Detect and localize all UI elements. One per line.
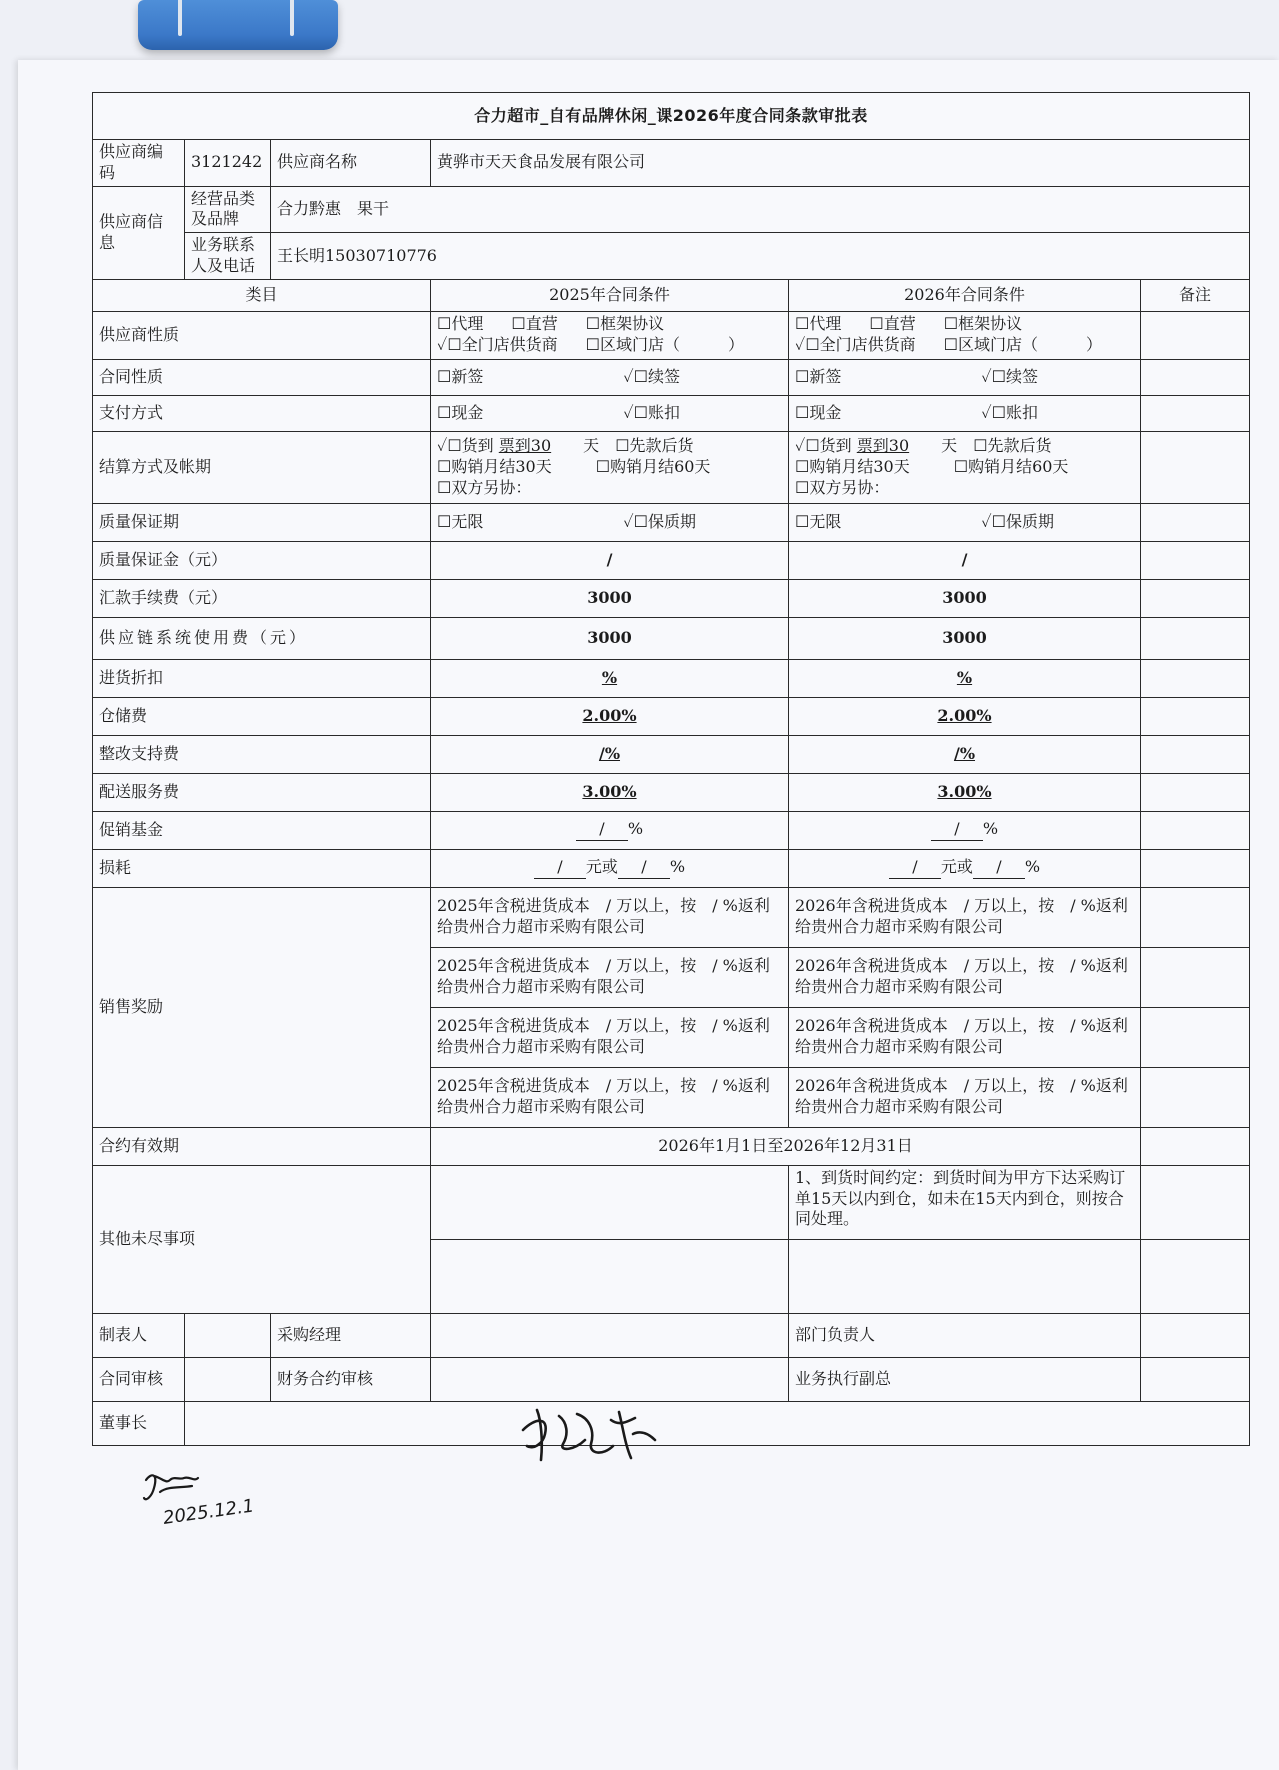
rectify-fee-2026: /% <box>953 743 976 763</box>
rectify-fee-2025: /% <box>598 743 621 763</box>
contract-type-label: 合同性质 <box>93 359 431 395</box>
deposit-label: 质量保证金（元） <box>93 541 431 579</box>
supplier-code-label: 供应商编码 <box>93 140 185 187</box>
supplier-type-2026 <box>789 311 1141 359</box>
settlement-monthly-60: ☐购销月结60天 <box>595 456 711 476</box>
warranty-label: 质量保证期 <box>93 503 431 541</box>
supplier-type-label: 供应商性质 <box>93 311 431 359</box>
storage-fee-2026-cell <box>789 697 1141 735</box>
option-regional: ☐区域门店（ ） <box>585 335 745 355</box>
other-matters-2026: 1、到货时间约定：到货时间为甲方下达采购订单15天以内到仓，如未在15天内到仓，则按合同处理。 <box>789 1165 1141 1239</box>
sales-reward-2026: 2026年含税进货成本 / 万以上，按 / %返利给贵州合力超市采购有限公司 <box>789 947 1141 1007</box>
option-direct: ☐直营 <box>869 314 916 334</box>
settlement-2025 <box>431 431 789 503</box>
chairman-label: 董事长 <box>93 1401 185 1445</box>
settlement-label: 结算方式及帐期 <box>93 431 431 503</box>
remark-cell <box>1141 697 1250 735</box>
loss-amount-blank: / <box>889 857 941 879</box>
settlement-monthly-30: ☐购销月结30天 <box>437 456 552 476</box>
remit-fee-2026: 3000 <box>789 579 1141 617</box>
option-all-stores: ✓☐全门店供货商 <box>795 335 916 355</box>
payment-method-2026 <box>789 395 1141 431</box>
promo-fund-label: 促销基金 <box>93 811 431 849</box>
settlement-days-unit: 天 <box>583 436 600 456</box>
contact-label: 业务联系人及电话 <box>185 233 271 280</box>
other-matters-2025-extra <box>431 1239 789 1313</box>
col-header-2026: 2026年合同条件 <box>789 279 1141 311</box>
remark-cell <box>1141 1127 1250 1165</box>
discount-2026: % <box>956 667 973 687</box>
remark-cell <box>1141 1239 1250 1313</box>
remark-cell <box>1141 359 1250 395</box>
settlement-other: ☐双方另协： <box>795 477 890 497</box>
form-title: 合力超市_自有品牌休闲_课2026年度合同条款审批表 <box>93 93 1250 140</box>
warranty-2026 <box>789 503 1141 541</box>
sales-reward-label: 销售奖励 <box>93 887 431 1127</box>
payment-method-2025 <box>431 395 789 431</box>
promo-fund-2025 <box>431 811 789 849</box>
loss-amount-blank: / <box>534 857 586 879</box>
remark-cell <box>1141 395 1250 431</box>
remark-cell <box>1141 1007 1250 1067</box>
remark-cell <box>1141 1165 1250 1239</box>
remark-cell <box>1141 849 1250 887</box>
delivery-fee-2025: 3.00% <box>582 781 637 801</box>
remark-cell <box>1141 1067 1250 1127</box>
purchase-manager-sign <box>431 1313 789 1357</box>
settlement-invoice-days: 票到30 <box>856 436 910 456</box>
delivery-fee-2026-cell <box>789 773 1141 811</box>
option-cash: ☐现金 <box>437 402 484 422</box>
promo-fund-blank: / <box>576 819 628 841</box>
chairman-sign <box>185 1401 1250 1445</box>
scm-fee-label: 供应链系统使用费（元） <box>93 617 431 659</box>
option-renew: ✓☐续签 <box>981 366 1039 386</box>
deposit-2026: / <box>789 541 1141 579</box>
loss-2026 <box>789 849 1141 887</box>
remit-fee-label: 汇款手续费（元） <box>93 579 431 617</box>
col-header-2025: 2025年合同条件 <box>431 279 789 311</box>
promo-fund-2026 <box>789 811 1141 849</box>
remark-cell <box>1141 579 1250 617</box>
settlement-days-unit: 天 <box>941 436 958 456</box>
discount-label: 进货折扣 <box>93 659 431 697</box>
remark-cell <box>1141 311 1250 359</box>
discount-2025: % <box>601 667 618 687</box>
settlement-prepay: ☐先款后货 <box>973 436 1052 456</box>
settlement-arrival: ✓☐货到 <box>795 436 852 456</box>
category-brand: 合力黔惠 果干 <box>271 186 1250 233</box>
scm-fee-2026: 3000 <box>789 617 1141 659</box>
deposit-2025: / <box>431 541 789 579</box>
vp-sign <box>1141 1357 1250 1401</box>
discount-2025-cell <box>431 659 789 697</box>
option-deduct: ✓☐账扣 <box>623 402 681 422</box>
approval-form <box>92 92 1250 1446</box>
purchase-manager-label: 采购经理 <box>271 1313 431 1357</box>
delivery-fee-2025-cell <box>431 773 789 811</box>
storage-fee-2025-cell <box>431 697 789 735</box>
delivery-fee-label: 配送服务费 <box>93 773 431 811</box>
supplier-name: 黄骅市天天食品发展有限公司 <box>431 140 1250 187</box>
preparer-sign <box>185 1313 271 1357</box>
binder-clip-wire <box>290 0 294 36</box>
settlement-2026 <box>789 431 1141 503</box>
remark-cell <box>1141 735 1250 773</box>
settlement-prepay: ☐先款后货 <box>615 436 694 456</box>
contract-type-2025 <box>431 359 789 395</box>
col-header-remark: 备注 <box>1141 279 1250 311</box>
supplier-type-2025 <box>431 311 789 359</box>
finance-review-label: 财务合约审核 <box>271 1357 431 1401</box>
delivery-fee-2026: 3.00% <box>937 781 992 801</box>
remit-fee-2025: 3000 <box>431 579 789 617</box>
option-shelf-life: ✓☐保质期 <box>981 511 1055 531</box>
remark-cell <box>1141 503 1250 541</box>
loss-unit: % <box>1024 857 1041 877</box>
sales-reward-2026: 2026年含税进货成本 / 万以上，按 / %返利给贵州合力超市采购有限公司 <box>789 1007 1141 1067</box>
remark-cell <box>1141 811 1250 849</box>
storage-fee-2025: 2.00% <box>582 705 637 725</box>
remark-cell <box>1141 773 1250 811</box>
binder-clip-wire <box>178 0 182 36</box>
loss-label: 损耗 <box>93 849 431 887</box>
col-header-category: 类目 <box>93 279 431 311</box>
contact-value: 王长明15030710776 <box>271 233 1250 280</box>
supplier-name-label: 供应商名称 <box>271 140 431 187</box>
option-direct: ☐直营 <box>511 314 558 334</box>
validity-label: 合约有效期 <box>93 1127 431 1165</box>
sales-reward-2025: 2025年含税进货成本 / 万以上，按 / %返利给贵州合力超市采购有限公司 <box>431 887 789 947</box>
settlement-arrival: ✓☐货到 <box>437 436 494 456</box>
other-matters-label: 其他未尽事项 <box>93 1165 431 1313</box>
storage-fee-label: 仓储费 <box>93 697 431 735</box>
preparer-label: 制表人 <box>93 1313 185 1357</box>
option-shelf-life: ✓☐保质期 <box>623 511 697 531</box>
contract-type-2026 <box>789 359 1141 395</box>
loss-or-text: 元或 <box>940 857 973 877</box>
option-framework: ☐框架协议 <box>585 314 665 334</box>
handwritten-date: 2025.12.1 <box>161 1495 256 1529</box>
warranty-2025 <box>431 503 789 541</box>
other-matters-2026-extra <box>789 1239 1141 1313</box>
vp-label: 业务执行副总 <box>789 1357 1141 1401</box>
finance-review-sign <box>431 1357 789 1401</box>
sales-reward-2026: 2026年含税进货成本 / 万以上，按 / %返利给贵州合力超市采购有限公司 <box>789 1067 1141 1127</box>
other-matters-2025 <box>431 1165 789 1239</box>
promo-fund-unit: % <box>982 819 999 839</box>
loss-percent-blank: / <box>973 857 1025 879</box>
dept-head-label: 部门负责人 <box>789 1313 1141 1357</box>
option-unlimited: ☐无限 <box>437 511 484 531</box>
scm-fee-2025: 3000 <box>431 617 789 659</box>
remark-cell <box>1141 617 1250 659</box>
settlement-monthly-60: ☐购销月结60天 <box>953 456 1069 476</box>
option-unlimited: ☐无限 <box>795 511 842 531</box>
rectify-fee-2026-cell <box>789 735 1141 773</box>
sales-reward-2025: 2025年含税进货成本 / 万以上，按 / %返利给贵州合力超市采购有限公司 <box>431 1067 789 1127</box>
dept-head-sign <box>1141 1313 1250 1357</box>
loss-or-text: 元或 <box>585 857 618 877</box>
loss-2025 <box>431 849 789 887</box>
remark-cell <box>1141 887 1250 947</box>
promo-fund-unit: % <box>627 819 644 839</box>
option-deduct: ✓☐账扣 <box>981 402 1039 422</box>
promo-fund-blank: / <box>931 819 983 841</box>
remark-cell <box>1141 431 1250 503</box>
remark-cell <box>1141 541 1250 579</box>
validity-value: 2026年1月1日至2026年12月31日 <box>431 1127 1141 1165</box>
option-all-stores: ✓☐全门店供货商 <box>437 335 558 355</box>
supplier-code: 3121242 <box>185 140 271 187</box>
sales-reward-2025: 2025年含税进货成本 / 万以上，按 / %返利给贵州合力超市采购有限公司 <box>431 1007 789 1067</box>
option-regional: ☐区域门店（ ） <box>943 335 1103 355</box>
settlement-monthly-30: ☐购销月结30天 <box>795 456 910 476</box>
binder-clip <box>138 0 338 50</box>
category-brand-label: 经营品类及品牌 <box>185 186 271 233</box>
storage-fee-2026: 2.00% <box>937 705 992 725</box>
option-cash: ☐现金 <box>795 402 842 422</box>
loss-unit: % <box>669 857 686 877</box>
option-agent: ☐代理 <box>795 314 842 334</box>
remark-cell <box>1141 659 1250 697</box>
option-framework: ☐框架协议 <box>943 314 1023 334</box>
rectify-fee-label: 整改支持费 <box>93 735 431 773</box>
contract-review-label: 合同审核 <box>93 1357 185 1401</box>
supplier-info-label: 供应商信息 <box>93 186 185 279</box>
settlement-other: ☐双方另协： <box>437 477 532 497</box>
option-agent: ☐代理 <box>437 314 484 334</box>
option-new: ☐新签 <box>437 366 484 386</box>
contract-review-sign <box>185 1357 271 1401</box>
settlement-invoice-days: 票到30 <box>498 436 552 456</box>
sales-reward-2025: 2025年含税进货成本 / 万以上，按 / %返利给贵州合力超市采购有限公司 <box>431 947 789 1007</box>
option-new: ☐新签 <box>795 366 842 386</box>
option-renew: ✓☐续签 <box>623 366 681 386</box>
loss-percent-blank: / <box>618 857 670 879</box>
sales-reward-2026: 2026年含税进货成本 / 万以上，按 / %返利给贵州合力超市采购有限公司 <box>789 887 1141 947</box>
remark-cell <box>1141 947 1250 1007</box>
rectify-fee-2025-cell <box>431 735 789 773</box>
payment-method-label: 支付方式 <box>93 395 431 431</box>
discount-2026-cell <box>789 659 1141 697</box>
